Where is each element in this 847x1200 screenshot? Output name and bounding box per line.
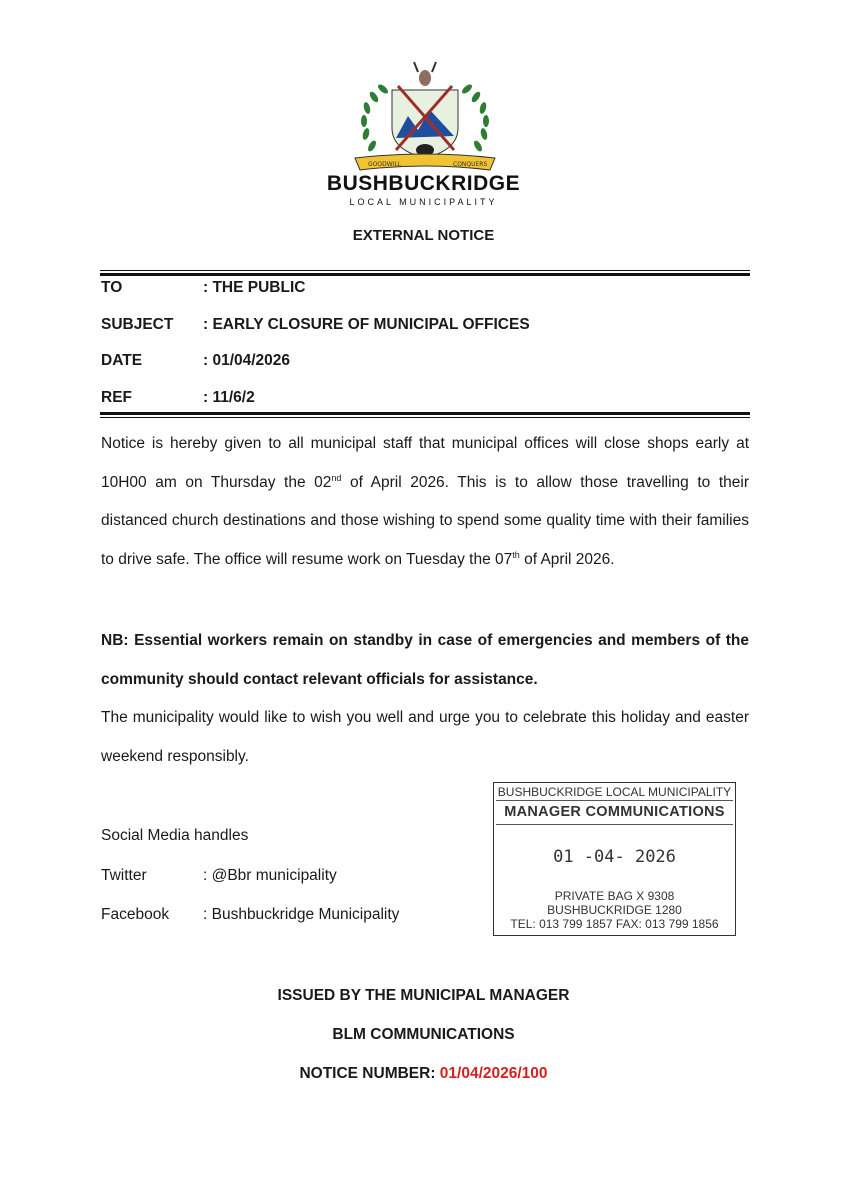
motto-left-text: GOODWILL [368,161,402,168]
superscript-th: th [512,549,520,560]
body-text-part-a: Notice is hereby given to all municipal staff that municipal offices will close shops early at 10H00 am on Thursday the 02 [101,435,749,491]
twitter-handle: : @Bbr municipality [203,867,337,884]
official-stamp [493,782,736,936]
header-rule-thin [100,270,750,271]
notice-number-value: 01/04/2026/100 [439,1065,548,1082]
superscript-nd: nd [331,472,342,483]
date-value: : 01/04/2026 [203,352,291,369]
nb-paragraph: NB: Essential workers remain on standby in case of emergencies and members of the community should contact relevant officials for assistance. [101,632,749,688]
organization-subtitle: LOCAL MUNICIPALITY [349,197,498,207]
stamp-address-line-2: BUSHBUCKRIDGE 1280 [547,903,682,917]
notice-title: EXTERNAL NOTICE [352,227,495,244]
facebook-handle: : Bushbuckridge Municipality [203,906,400,923]
municipal-crest-logo [350,58,500,178]
closing-paragraph: The municipality would like to wish you well and urge you to celebrate this holiday and easter weekend responsibly. [101,709,749,765]
stamp-date: 01 -04- 2026 [553,847,676,867]
header-rule-thick [100,273,750,276]
to-label: TO [101,279,123,296]
stamp-address-line-1: PRIVATE BAG X 9308 [554,889,675,903]
facebook-label: Facebook [101,906,170,923]
stamp-contact-line: TEL: 013 799 1857 FAX: 013 799 1856 [510,917,719,931]
twitter-label: Twitter [101,867,147,884]
department-name: BLM COMMUNICATIONS [332,1026,515,1043]
body-text-part-c: of April 2026. [519,550,615,568]
stamp-organization: BUSHBUCKRIDGE LOCAL MUNICIPALITY [497,785,732,799]
organization-name: BUSHBUCKRIDGE [326,172,521,195]
notice-number-label: NOTICE NUMBER: [299,1065,440,1082]
stamp-title: MANAGER COMMUNICATIONS [504,804,725,820]
subject-label: SUBJECT [101,316,174,333]
stamp-divider [496,800,733,801]
meta-rule-thin [100,417,750,418]
date-label: DATE [101,352,143,369]
issued-by: ISSUED BY THE MUNICIPAL MANAGER [277,987,570,1004]
motto-right-text: CONQUERS [453,161,488,168]
notice-number [0,1065,847,1083]
ref-label: REF [101,389,132,406]
body-paragraph-1 [101,425,749,579]
body-text-part-b: of April 2026. This is to allow those travelling to their distanced church destinations and those wishing to spend some quality time with their families to drive safe. The office will resume work on Tuesday the 07 [101,473,749,568]
subject-value: : EARLY CLOSURE OF MUNICIPAL OFFICES [203,316,530,333]
ref-value: : 11/6/2 [203,389,255,406]
to-value: : THE PUBLIC [203,279,306,296]
stamp-divider [496,824,733,825]
social-media-heading: Social Media handles [101,827,249,844]
meta-rule-thick [100,412,750,415]
